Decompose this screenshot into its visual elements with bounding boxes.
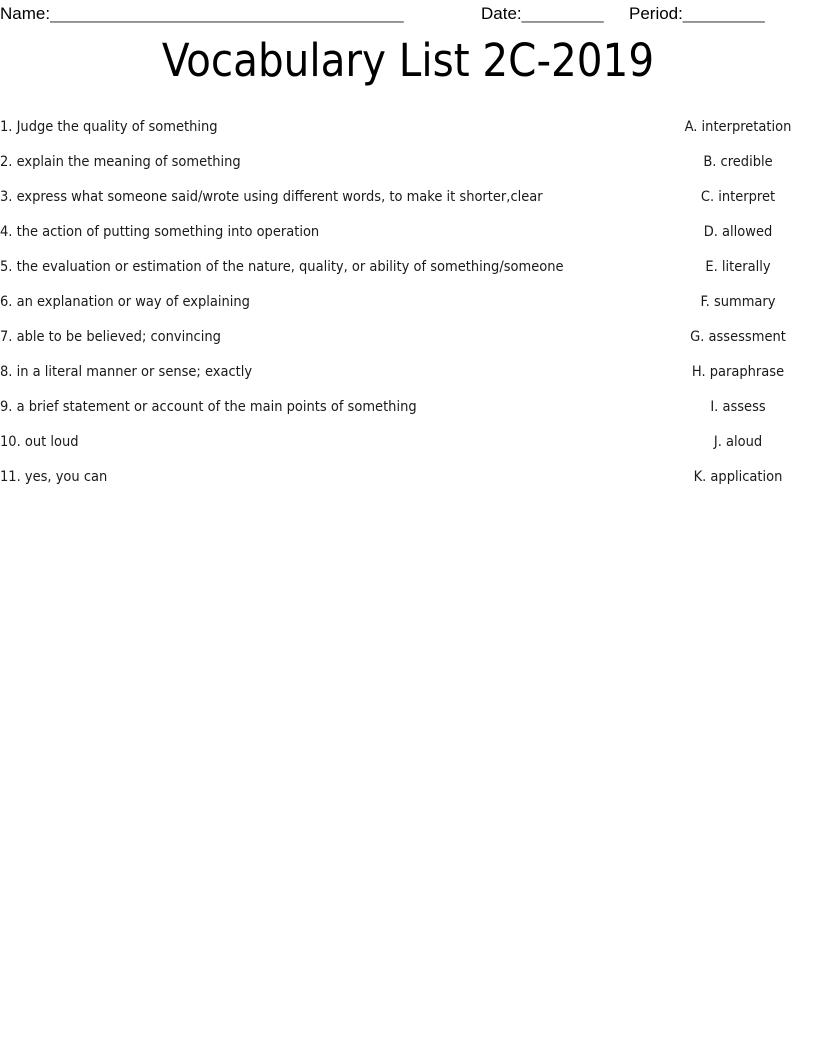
name-field bbox=[0, 2, 403, 26]
definition-item: 8. in a literal manner or sense; exactly bbox=[0, 364, 253, 380]
definition-item: 4. the action of putting something into operation bbox=[0, 224, 320, 240]
definition-item: 3. express what someone said/wrote using different words, to make it shorter,clear bbox=[0, 189, 543, 205]
wordbank-item: H. paraphrase bbox=[691, 364, 785, 380]
definition-item: 1. Judge the quality of something bbox=[0, 119, 218, 135]
wordbank-item: A. interpretation bbox=[684, 119, 792, 135]
wordbank-item: D. allowed bbox=[703, 224, 773, 240]
definition-item: 9. a brief statement or account of the main points of something bbox=[0, 399, 417, 415]
definition-item: 5. the evaluation or estimation of the nature, quality, or ability of something/someone bbox=[0, 259, 564, 275]
wordbank-column bbox=[660, 110, 816, 495]
period-field bbox=[629, 2, 764, 26]
wordbank-item: J. aloud bbox=[713, 434, 763, 450]
date-label: Date: bbox=[481, 4, 522, 23]
wordbank-item: G. assessment bbox=[690, 329, 786, 345]
definition-item: 10. out loud bbox=[0, 434, 79, 450]
definition-item: 11. yes, you can bbox=[0, 469, 108, 485]
period-blank-line[interactable]: _________ bbox=[682, 4, 765, 23]
wordbank-item: F. summary bbox=[700, 294, 776, 310]
period-label: Period: bbox=[629, 4, 683, 23]
page-title: Vocabulary List 2C-2019 bbox=[161, 34, 655, 87]
definitions-column bbox=[0, 110, 660, 495]
wordbank-item: E. literally bbox=[705, 259, 771, 275]
wordbank-item: I. assess bbox=[710, 399, 766, 415]
name-blank-line[interactable]: _______________________________________ bbox=[50, 4, 404, 23]
wordbank-item: B. credible bbox=[703, 154, 773, 170]
wordbank-item: C. interpret bbox=[700, 189, 776, 205]
name-label: Name: bbox=[0, 4, 51, 23]
worksheet-header bbox=[0, 0, 816, 28]
date-blank-line[interactable]: _________ bbox=[521, 4, 604, 23]
wordbank-item: K. application bbox=[693, 469, 783, 485]
date-field bbox=[481, 2, 603, 26]
definition-item: 7. able to be believed; convincing bbox=[0, 329, 221, 345]
definition-item: 2. explain the meaning of something bbox=[0, 154, 241, 170]
definition-item: 6. an explanation or way of explaining bbox=[0, 294, 250, 310]
